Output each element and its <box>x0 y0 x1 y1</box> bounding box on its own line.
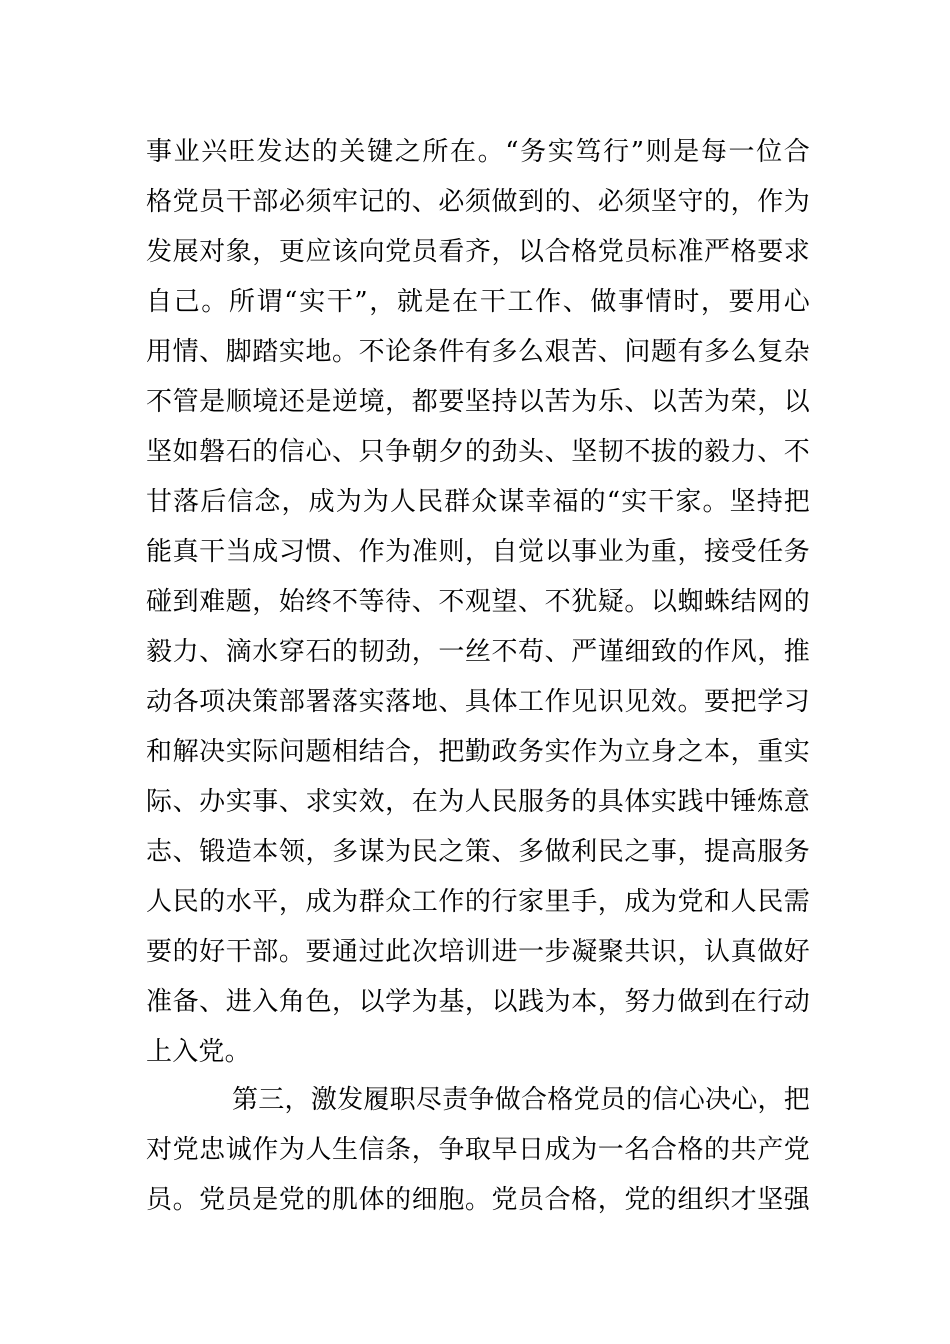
paragraph-line: 对党忠诚作为人生信条，争取早日成为一名合格的共产党 <box>146 1135 810 1165</box>
paragraph-line: 发展对象，更应该向党员看齐，以合格党员标准严格要求 <box>146 237 810 267</box>
paragraph-line: 人民的水平，成为群众工作的行家里手，成为党和人民需 <box>146 887 810 917</box>
paragraph-line: 志、锻造本领，多谋为民之策、多做利民之事，提高服务 <box>146 837 810 867</box>
paragraph-line: 员。党员是党的肌体的细胞。党员合格，党的组织才坚强 <box>146 1185 810 1215</box>
paragraph-line: 坚如磐石的信心、只争朝夕的劲头、坚韧不拔的毅力、不 <box>146 437 810 467</box>
paragraph-2 <box>146 1075 810 1225</box>
paragraph-1 <box>146 127 810 1077</box>
paragraph-line: 事业兴旺发达的关键之所在。“务实笃行”则是每一位合 <box>146 137 810 167</box>
paragraph-line: 不管是顺境还是逆境，都要坚持以苦为乐、以苦为荣，以 <box>146 387 810 417</box>
paragraph-line: 际、办实事、求实效，在为人民服务的具体实践中锤炼意 <box>146 787 810 817</box>
paragraph-line: 能真干当成习惯、作为准则，自觉以事业为重，接受任务 <box>146 537 810 567</box>
paragraph-line: 用情、脚踏实地。不论条件有多么艰苦、问题有多么复杂 <box>146 337 810 367</box>
paragraph-line: 上入党。 <box>146 1037 251 1067</box>
paragraph-line: 格党员干部必须牢记的、必须做到的、必须坚守的，作为 <box>146 187 810 217</box>
paragraph-line: 第三，激发履职尽责争做合格党员的信心决心，把 <box>232 1085 810 1115</box>
paragraph-line: 甘落后信念，成为为人民群众谋幸福的“实干家。坚持把 <box>146 487 810 517</box>
paragraph-line: 动各项决策部署落实落地、具体工作见识见效。要把学习 <box>146 687 810 717</box>
paragraph-line: 准备、进入角色，以学为基，以践为本，努力做到在行动 <box>146 987 810 1017</box>
paragraph-line: 碰到难题，始终不等待、不观望、不犹疑。以蜘蛛结网的 <box>146 587 810 617</box>
paragraph-line: 要的好干部。要通过此次培训进一步凝聚共识，认真做好 <box>146 937 810 967</box>
paragraph-line: 自己。所谓“实干”，就是在干工作、做事情时，要用心 <box>146 287 810 317</box>
paragraph-line: 毅力、滴水穿石的韧劲，一丝不苟、严谨细致的作风，推 <box>146 637 810 667</box>
paragraph-line: 和解决实际问题相结合，把勤政务实作为立身之本，重实 <box>146 737 810 767</box>
